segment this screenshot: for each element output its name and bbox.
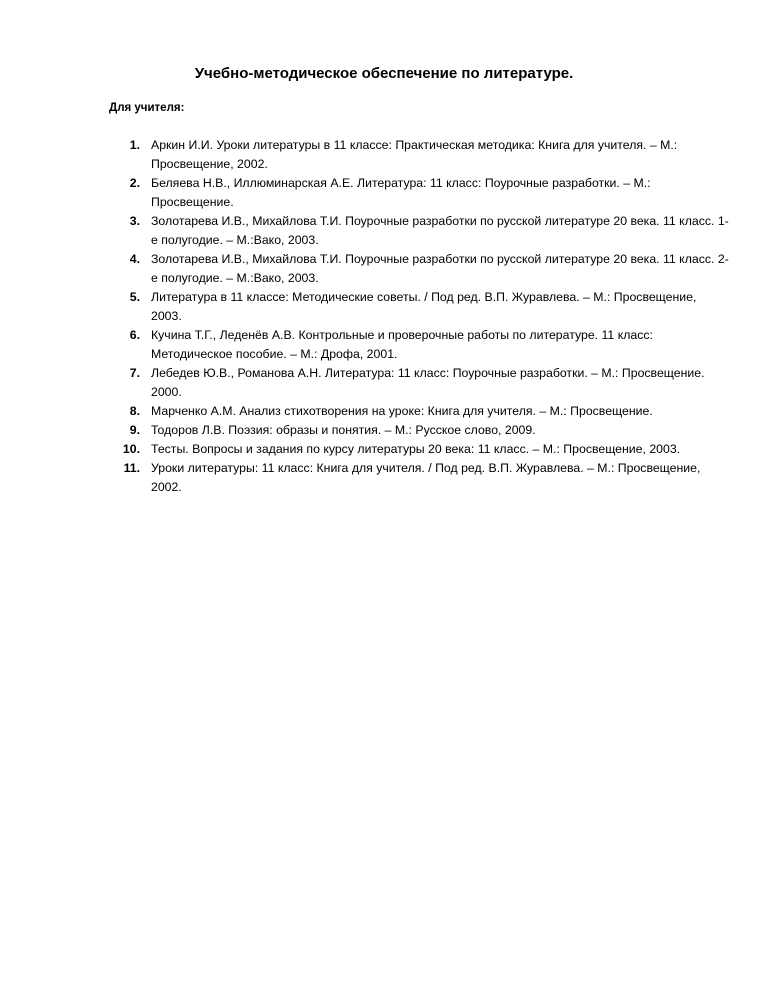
list-item xyxy=(109,326,729,364)
item-number: 9. xyxy=(129,423,140,437)
item-number: 1. xyxy=(129,138,140,152)
list-item xyxy=(109,402,729,421)
item-number: 5. xyxy=(129,290,140,304)
list-item xyxy=(109,212,729,250)
list-item xyxy=(109,364,729,402)
list-item xyxy=(109,136,729,174)
item-number: 11. xyxy=(123,461,140,475)
list-item xyxy=(109,250,729,288)
list-item xyxy=(109,440,729,459)
item-text: Тесты. Вопросы и задания по курсу литературы 20 века: 11 класс. – М.: Просвещение, 2003. xyxy=(151,442,681,456)
list-item xyxy=(109,459,729,497)
item-text: Аркин И.И. Уроки литературы в 11 классе: Практическая методика: Книга для учителя. – М.: Просвещение, 2002. xyxy=(151,138,678,171)
item-number: 2. xyxy=(129,176,140,190)
item-text: Лебедев Ю.В., Романова А.Н. Литература: 11 класс: Поурочные разработки. – М.: Просвещение. 2000. xyxy=(151,366,705,399)
item-text: Марченко А.М. Анализ стихотворения на уроке: Книга для учителя. – М.: Просвещение. xyxy=(151,404,653,418)
item-number: 6. xyxy=(129,328,140,342)
item-text: Беляева Н.В., Иллюминарская А.Е. Литература: 11 класс: Поурочные разработки. – М.: Просвещение. xyxy=(151,176,651,209)
item-number: 8. xyxy=(129,404,140,418)
item-number: 10. xyxy=(122,442,140,456)
item-number: 7. xyxy=(129,366,140,380)
item-text: Золотарева И.В., Михайлова Т.И. Поурочные разработки по русской литературе 20 века. 11 класс. 1-е полугодие. – М.:Вако, 2003. xyxy=(151,214,729,247)
item-text: Тодоров Л.В. Поэзия: образы и понятия. – М.: Русское слово, 2009. xyxy=(151,423,536,437)
item-number: 3. xyxy=(129,214,140,228)
item-text: Литература в 11 классе: Методические советы. / Под ред. В.П. Журавлева. – М.: Просвещение, 2003. xyxy=(151,290,697,323)
list-item xyxy=(109,174,729,212)
document-title: Учебно-методическое обеспечение по литературе. xyxy=(194,65,574,82)
section-heading: Для учителя: xyxy=(109,102,185,114)
item-number: 4. xyxy=(129,252,140,266)
item-text: Золотарева И.В., Михайлова Т.И. Поурочные разработки по русской литературе 20 века. 11 класс. 2-е полугодие. – М.:Вако, 2003. xyxy=(151,252,729,285)
list-item xyxy=(109,421,729,440)
list-item xyxy=(109,288,729,326)
reference-list xyxy=(109,136,729,497)
item-text: Уроки литературы: 11 класс: Книга для учителя. / Под ред. В.П. Журавлева. – М.: Просвещение, 2002. xyxy=(151,461,701,494)
item-text: Кучина Т.Г., Леденёв А.В. Контрольные и проверочные работы по литературе. 11 класс: Методическое пособие. – М.: Дрофа, 2001. xyxy=(151,328,653,361)
